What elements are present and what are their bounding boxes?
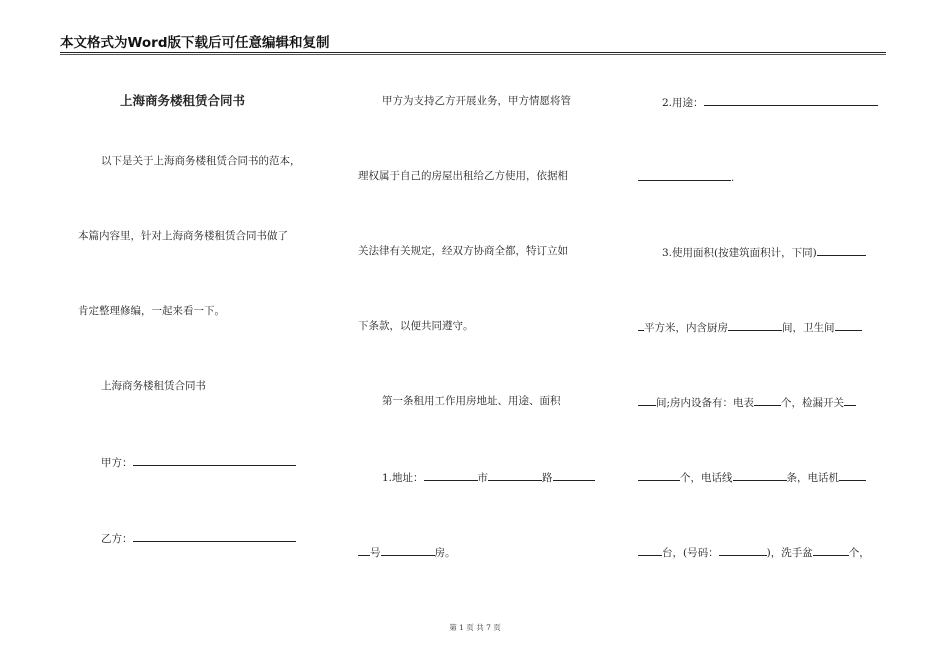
phone-number-blank bbox=[719, 544, 767, 556]
phone-line-label: 个，电话线 bbox=[680, 472, 733, 484]
area-blank bbox=[817, 244, 866, 256]
purpose-blank bbox=[704, 94, 878, 106]
city-label: 市 bbox=[477, 472, 489, 484]
document-banner: 本文格式为Word版下载后可任意编辑和复制 bbox=[60, 35, 330, 51]
number-label: 号 bbox=[370, 547, 381, 559]
kitchen-blank bbox=[728, 319, 782, 331]
page-footer: 第 1 页 共 7 页 bbox=[449, 623, 501, 632]
area-label: 3.使用面积(按建筑面积计，下同) bbox=[662, 247, 817, 259]
col2-line-2: 理权属于自己的房屋出租给乙方使用，依据相 bbox=[358, 170, 568, 182]
bathroom-blank bbox=[835, 319, 862, 331]
address-line bbox=[382, 469, 595, 485]
kitchen-label: 间，卫生间 bbox=[782, 322, 835, 334]
party-b-label: 乙方： bbox=[101, 533, 133, 545]
area-line bbox=[662, 244, 866, 260]
col2-line-4: 下条款，以便共同遵守。 bbox=[358, 320, 474, 332]
purpose-blank-2 bbox=[638, 169, 731, 181]
intro-line-3: 肯定整理修编，一起来看一下。 bbox=[78, 305, 225, 317]
room-blank bbox=[381, 544, 435, 556]
washbasin-unit: 个， bbox=[848, 547, 870, 559]
banner-rule-top bbox=[60, 52, 886, 53]
room-label: 房。 bbox=[434, 547, 456, 559]
purpose-line-2 bbox=[638, 169, 734, 185]
banner-rule-bottom bbox=[60, 54, 886, 55]
equipment-line-2 bbox=[638, 469, 866, 485]
intro-line-1: 以下是关于上海商务楼租赁合同书的范本， bbox=[101, 155, 301, 167]
address-label: 1.地址： bbox=[382, 472, 424, 484]
party-a-label: 甲方： bbox=[101, 457, 133, 469]
party-a-line bbox=[101, 454, 296, 470]
article-1-heading: 第一条租用工作用房地址、用途、面积 bbox=[382, 395, 561, 407]
contract-subtitle: 上海商务楼租赁合同书 bbox=[101, 380, 206, 392]
equipment-line-1 bbox=[638, 394, 856, 410]
party-a-blank bbox=[133, 454, 296, 466]
phone-line-blank bbox=[733, 469, 787, 481]
number-blank-2 bbox=[358, 544, 370, 556]
road-label: 路 bbox=[542, 472, 553, 484]
intro-line-2: 本篇内容里，针对上海商务楼租赁合同书做了 bbox=[78, 230, 288, 242]
phone-number-label: 台，(号码： bbox=[662, 547, 719, 559]
col2-line-1: 甲方为支持乙方开展业务，甲方情愿将管 bbox=[382, 95, 571, 107]
city-blank bbox=[424, 469, 478, 481]
meter-label: 间;房内设备有：电表 bbox=[656, 397, 755, 409]
purpose-period: . bbox=[731, 172, 735, 184]
number-blank-1 bbox=[553, 469, 595, 481]
leak-switch-blank bbox=[844, 394, 856, 406]
bathroom-count-blank bbox=[638, 394, 656, 406]
phone-label: 条，电话机 bbox=[786, 472, 839, 484]
party-b-line bbox=[101, 530, 296, 546]
purpose-line bbox=[662, 94, 878, 110]
phone-count-blank bbox=[638, 544, 662, 556]
sqm-label: 平方米，内含厨房 bbox=[644, 322, 728, 334]
leak-switch-label: 个，检漏开关 bbox=[781, 397, 845, 409]
leak-switch-count-blank bbox=[638, 469, 680, 481]
party-b-blank bbox=[133, 530, 296, 542]
road-blank bbox=[488, 469, 542, 481]
purpose-label: 2.用途： bbox=[662, 97, 704, 109]
phone-blank bbox=[839, 469, 866, 481]
document-title: 上海商务楼租赁合同书 bbox=[120, 93, 246, 108]
area-detail-line bbox=[638, 319, 862, 335]
col2-line-3: 关法律有关规定，经双方协商全都，特订立如 bbox=[358, 245, 568, 257]
meter-blank bbox=[754, 394, 781, 406]
equipment-line-3 bbox=[638, 544, 870, 560]
washbasin-label: )，洗手盆 bbox=[766, 547, 813, 559]
address-line-2 bbox=[358, 544, 456, 560]
washbasin-blank bbox=[813, 544, 849, 556]
